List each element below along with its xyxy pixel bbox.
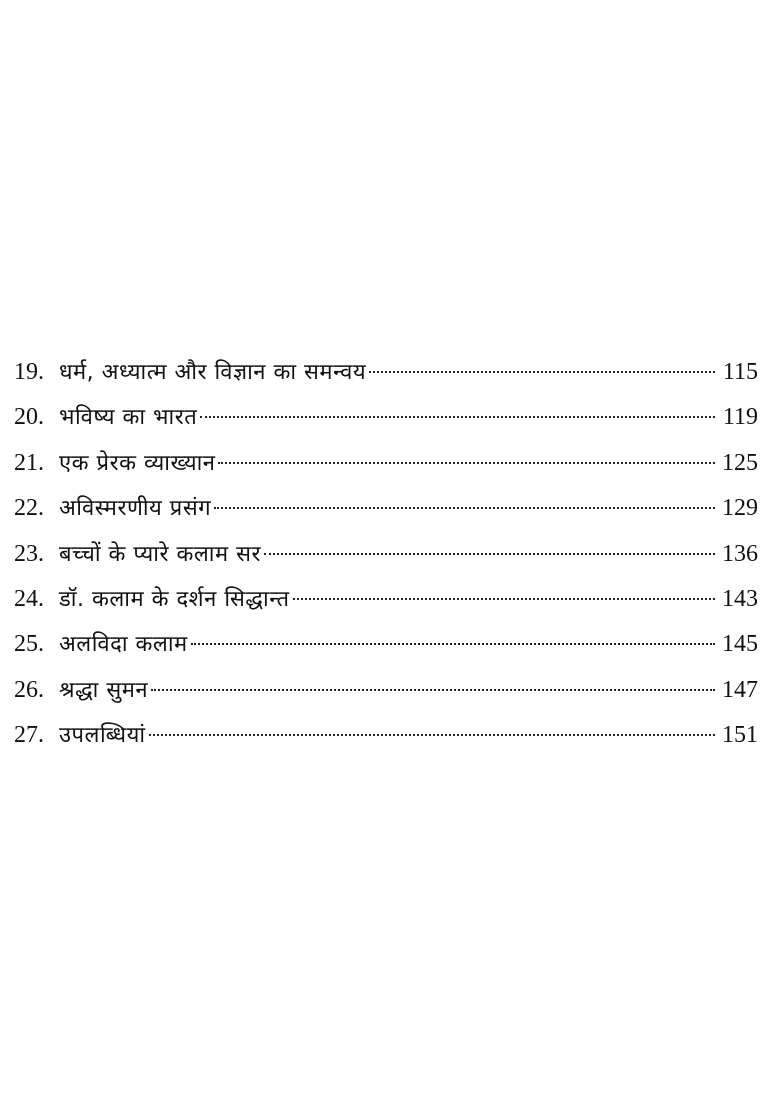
entry-number: 20.	[14, 404, 44, 431]
entry-number: 25.	[14, 631, 44, 658]
toc-entry[interactable]	[14, 486, 758, 531]
dot-leader	[369, 371, 715, 373]
entry-title: उपलब्धियां	[59, 723, 146, 749]
toc-entry[interactable]	[14, 441, 758, 486]
entry-number: 21.	[14, 449, 44, 476]
entry-number: 22.	[14, 495, 44, 522]
entry-page-number: 136	[722, 540, 758, 567]
dot-leader	[149, 734, 715, 736]
toc-entry[interactable]	[14, 395, 758, 440]
dot-leader	[264, 553, 715, 555]
toc-entry[interactable]	[14, 622, 758, 667]
toc-entry[interactable]	[14, 577, 758, 622]
entry-title: डॉ. कलाम के दर्शन सिद्धान्त	[59, 586, 290, 612]
table-of-contents	[14, 350, 758, 759]
entry-title: भविष्य का भारत	[59, 405, 198, 431]
toc-entry[interactable]	[14, 668, 758, 713]
entry-page-number: 147	[722, 676, 758, 703]
entry-title: एक प्रेरक व्याख्यान	[59, 450, 216, 476]
entry-page-number: 143	[722, 585, 758, 612]
entry-page-number: 125	[722, 449, 758, 476]
toc-entry[interactable]	[14, 713, 758, 758]
dot-leader	[200, 416, 715, 418]
dot-leader	[151, 689, 715, 691]
entry-page-number: 129	[722, 495, 758, 522]
dot-leader	[293, 598, 715, 600]
entry-page-number: 151	[722, 722, 758, 749]
toc-entry[interactable]	[14, 532, 758, 577]
entry-number: 24.	[14, 585, 44, 612]
entry-title: धर्म, अध्यात्म और विज्ञान का समन्वय	[59, 360, 367, 385]
dot-leader	[214, 507, 715, 509]
entry-title: बच्चों के प्यारे कलाम सर	[59, 541, 262, 567]
entry-number: 23.	[14, 540, 44, 567]
entry-page-number: 119	[722, 404, 758, 431]
dot-leader	[191, 643, 715, 645]
entry-page-number: 115	[722, 359, 758, 385]
entry-title: श्रद्धा सुमन	[59, 677, 149, 703]
entry-title: अलविदा कलाम	[59, 632, 188, 658]
entry-title: अविस्मरणीय प्रसंग	[59, 496, 212, 522]
entry-number: 19.	[14, 359, 44, 385]
entry-number: 26.	[14, 676, 44, 703]
entry-page-number: 145	[722, 631, 758, 658]
toc-entry[interactable]	[14, 350, 758, 395]
dot-leader	[218, 462, 715, 464]
entry-number: 27.	[14, 722, 44, 749]
